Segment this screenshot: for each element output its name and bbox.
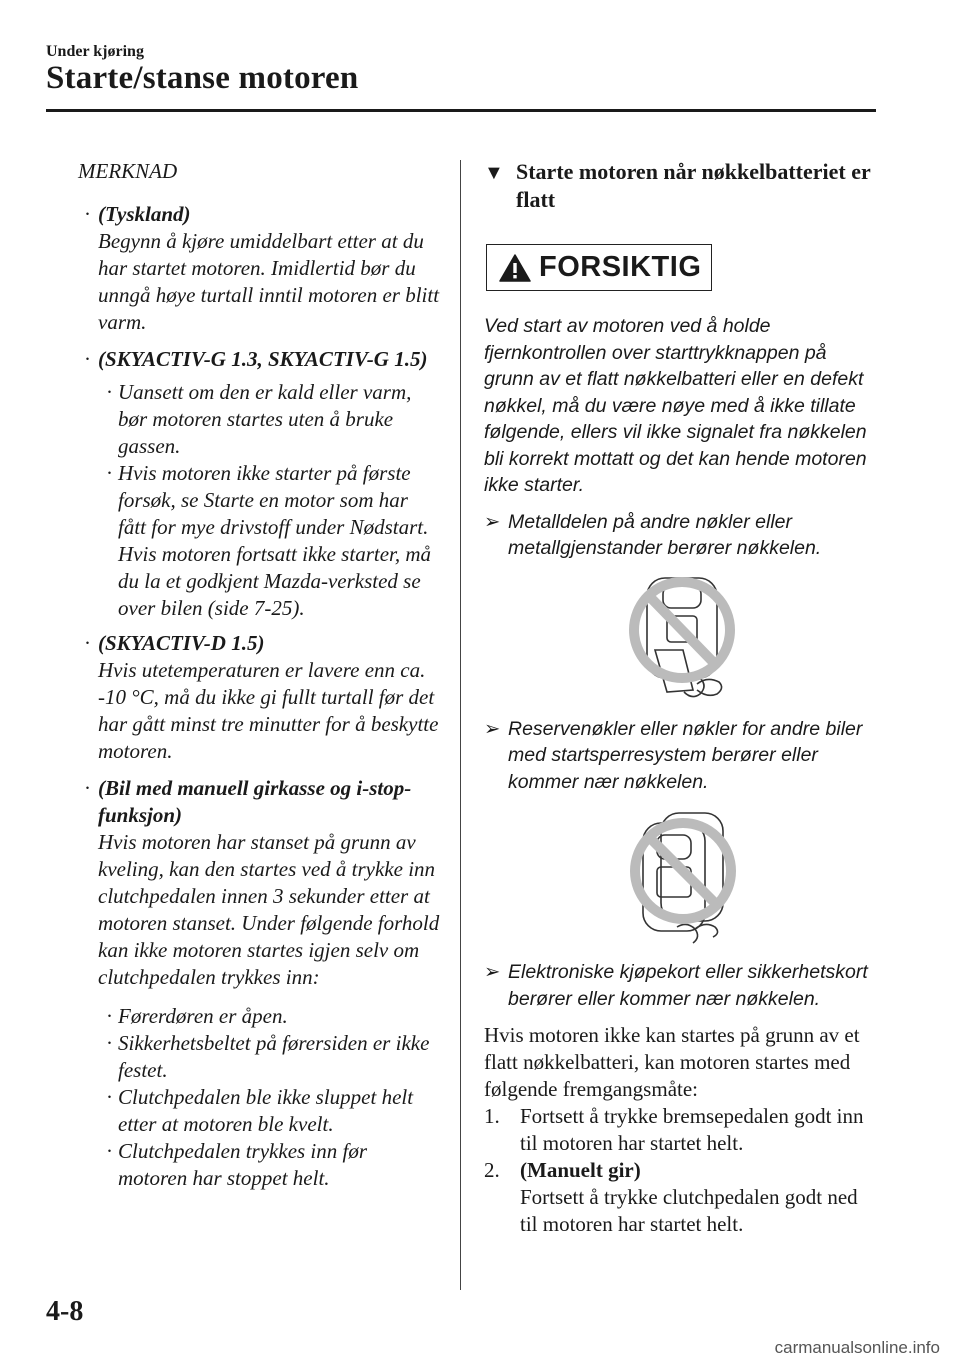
procedure-step: 2. (Manuelt gir) Fortsett å trykke clutchpedalen godt ned til motoren har startet helt. (484, 1158, 858, 1236)
caution-bullet: ➢ Elektroniske kjøpekort eller sikkerhetskort berører eller kommer nær nøkkelen. (484, 961, 868, 1010)
arrow-right-icon: ➢ (484, 510, 501, 533)
page-number: 4-8 (46, 1296, 84, 1327)
caution-label: FORSIKTIG (539, 251, 702, 283)
note-subitem: · Sikkerhetsbeltet på førersiden er ikke festet. (106, 1031, 430, 1082)
bullet-dot-icon: · (106, 1004, 113, 1028)
watermark: carmanualsonline.info (774, 1338, 940, 1357)
section-heading: ▼ Starte motoren når nøkkelbatteriet er flatt (484, 159, 871, 212)
note-subitem: · Uansett om den er kald eller varm, bør motoren startes uten å bruke gassen. (106, 380, 412, 458)
warning-triangle-icon (499, 254, 531, 282)
note-item-text: Hvis utetemperaturen er lavere enn ca. -10 °C, må du ikke gi fullt turtall før det har gått minst tre minutter for å beskytte motoren. (98, 658, 439, 763)
procedure-step: 1. Fortsett å trykke bremsepedalen godt inn til motoren har startet helt. (484, 1104, 864, 1155)
caution-badge (486, 244, 712, 291)
note-subitem: · Førerdøren er åpen. (106, 1004, 288, 1028)
note-subitem: · Clutchpedalen ble ikke sluppet helt etter at motoren ble kvelt. (106, 1085, 414, 1136)
page-title: Starte/stanse motoren (46, 60, 359, 96)
bullet-dot-icon: · (106, 461, 113, 485)
bullet-dot-icon: · (106, 1031, 113, 1055)
bullet-dot-icon: · (106, 380, 113, 404)
note-item-skyactiv-g (70, 346, 440, 373)
bullet-dot-icon: · (106, 1085, 113, 1109)
note-item-text: Begynn å kjøre umiddelbart etter at du har startet motoren. Imidlertid bør du unngå høye turtall inntil motoren er blitt varm. (98, 229, 440, 334)
bullet-dot-icon: · (84, 776, 91, 800)
triangle-down-icon: ▼ (484, 162, 504, 184)
arrow-right-icon: ➢ (484, 717, 501, 740)
note-item-germany (70, 201, 440, 336)
bullet-dot-icon: · (84, 347, 91, 371)
note-item-text: Hvis motoren har stanset på grunn av kveling, kan den startes ved å trykke inn clutchpedalen innen 3 sekunder etter at motoren stanset. Under følgende forhold kan ikke motoren startes igjen selv om clutchpedalen trykkes inn: (98, 830, 440, 989)
note-item-manual-istop (70, 775, 440, 991)
bullet-dot-icon: · (106, 1139, 113, 1163)
note-item-head: (SKYACTIV-D 1.5) (98, 631, 265, 655)
title-rule (46, 109, 876, 112)
note-column (70, 158, 440, 1192)
note-item-head: (SKYACTIV-G 1.3, SKYACTIV-G 1.5) (98, 347, 428, 371)
note-sublist (70, 1003, 440, 1192)
main-column (484, 158, 879, 1238)
key-spare-illustration (484, 805, 879, 945)
note-item-skyactiv-d (70, 630, 440, 765)
note-subitem: · Clutchpedalen trykkes inn før motoren har stoppet helt. (106, 1139, 368, 1190)
caution-text: Ved start av motoren ved å holde fjernkontrollen over starttrykknappen på grunn av et flatt nøkkelbatteri eller en defekt nøkkel, må du være nøye med å ikke tillate følgende, ellers vil ikke signalet fra nøkkelen bli korrekt mottatt og det kan hende motoren ikke starter. (484, 315, 867, 496)
note-item-head: (Bil med manuell girkasse og i-stop-funksjon) (98, 776, 412, 827)
body-paragraph: Hvis motoren ikke kan startes på grunn av et flatt nøkkelbatteri, kan motoren startes med følgende fremgangsmåte: (484, 1023, 860, 1101)
bullet-dot-icon: · (84, 631, 91, 655)
note-item-head: (Tyskland) (98, 202, 191, 226)
section-label: Under kjøring (46, 43, 144, 60)
arrow-right-icon: ➢ (484, 961, 501, 983)
note-subitem: · Hvis motoren ikke starter på første forsøk, se Starte en motor som har fått for mye drivstoff under Nødstart. Hvis motoren fortsatt ikke starter, må du la et godkjent Mazda-verksted se over bilen (side 7-25). (106, 461, 432, 620)
column-divider (460, 160, 461, 1290)
note-label: MERKNAD (78, 159, 178, 183)
bullet-dot-icon: · (84, 202, 91, 226)
key-metal-illustration (484, 572, 879, 702)
caution-bullet: ➢ Metalldelen på andre nøkler eller metallgjenstander berører nøkkelen. (484, 510, 822, 559)
note-sublist (70, 379, 440, 622)
caution-bullet: ➢ Reservenøkler eller nøkler for andre biler med startsperresystem berører eller kommer nær nøkkelen. (484, 717, 863, 793)
